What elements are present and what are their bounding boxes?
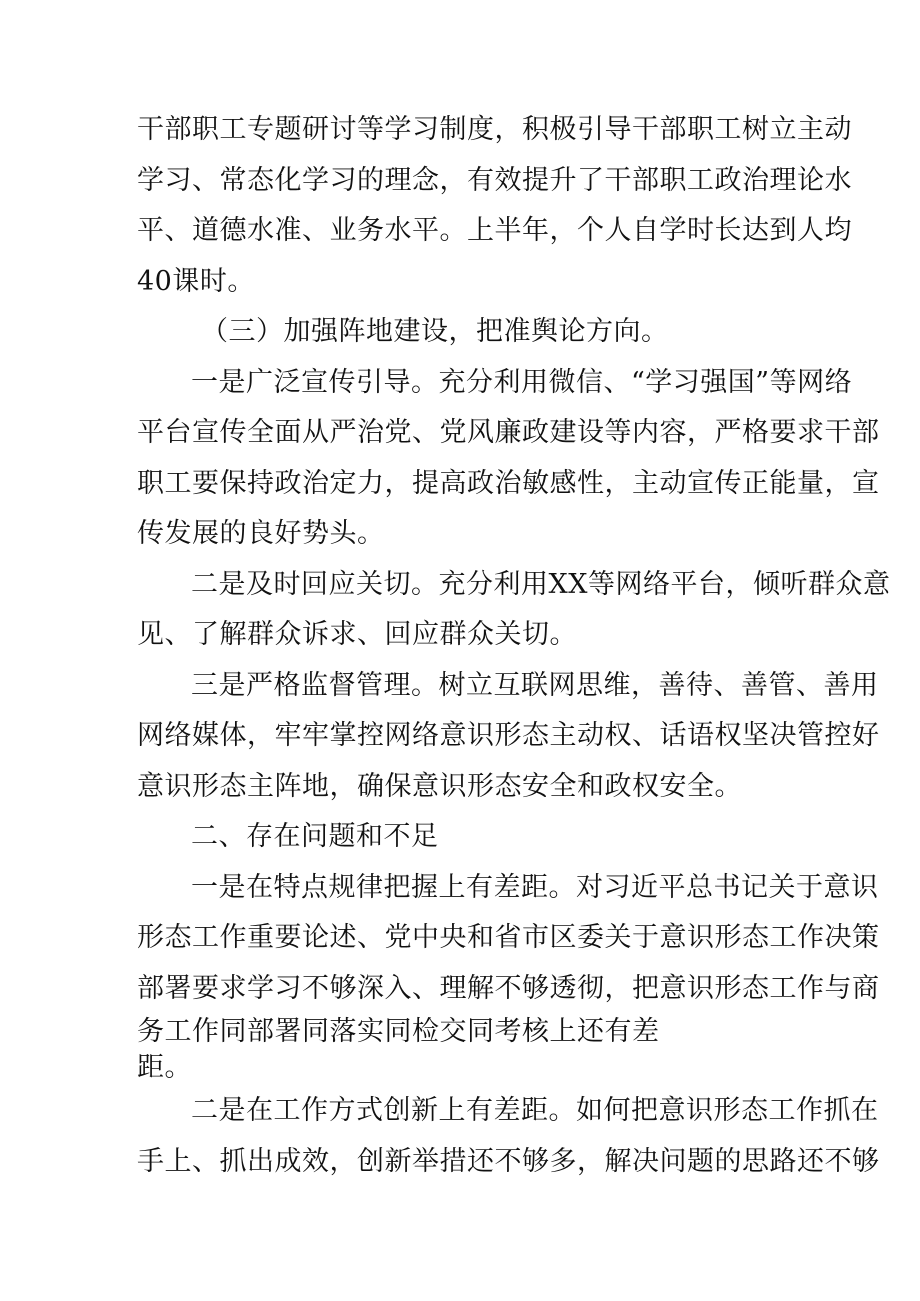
- document-body: [137, 105, 891, 1187]
- paragraph-line: 网络媒体，牢牢掌控网络意识形态主动权、话语权坚决管控好: [137, 720, 880, 751]
- paragraph-line: 平、道德水准、业务水平。上半年，个人自学时长达到人均: [137, 215, 852, 246]
- paragraph-line: 形态工作重要论述、党中央和省市区委关于意识形态工作决策: [137, 922, 880, 953]
- paragraph-line: 学习、常态化学习的理念，有效提升了干部职工政治理论水: [137, 164, 852, 196]
- paragraph-line: 距。: [137, 1052, 192, 1083]
- paragraph-line: 二是及时回应关切。充分利用XX等网络平台，倾听群众意: [191, 568, 891, 600]
- paragraph-line: 平台宣传全面从严治党、党风廉政建设等内容，严格要求干部: [137, 417, 880, 448]
- section-heading: （三）加强阵地建设，把准舆论方向。: [201, 316, 669, 347]
- section-heading: 二、存在问题和不足: [191, 821, 439, 852]
- paragraph-line: 二是在工作方式创新上有差距。如何把意识形态工作抓在: [191, 1095, 879, 1126]
- paragraph-line: 职工要保持政治定力，提高政治敏感性，主动宣传正能量，宣: [137, 467, 880, 499]
- paragraph-line: 传发展的良好势头。: [137, 518, 385, 549]
- paragraph-line: 干部职工专题研讨等学习制度，积极引导干部职工树立主动: [137, 114, 852, 145]
- paragraph-line: 务工作同部署同落实同检交同考核上还有差: [137, 1016, 660, 1047]
- paragraph-line: 手上、抓出成效，创新举措还不够多，解决问题的思路还不够: [137, 1145, 880, 1177]
- paragraph-line: 三是严格监督管理。树立互联网思维，善待、善管、善用: [191, 669, 879, 701]
- paragraph-line: 一是在特点规律把握上有差距。对习近平总书记关于意识: [191, 871, 879, 903]
- paragraph-line: 一是广泛宣传引导。充分利用微信、“学习强国”等网络: [191, 366, 853, 398]
- paragraph-line: 部署要求学习不够深入、理解不够透彻，把意识形态工作与商: [137, 972, 880, 1004]
- paragraph-line: 意识形态主阵地，确保意识形态安全和政权安全。: [137, 770, 742, 802]
- paragraph-line: 40课时。: [137, 265, 255, 297]
- paragraph-line: 见、了解群众诉求、回应群众关切。: [137, 619, 577, 650]
